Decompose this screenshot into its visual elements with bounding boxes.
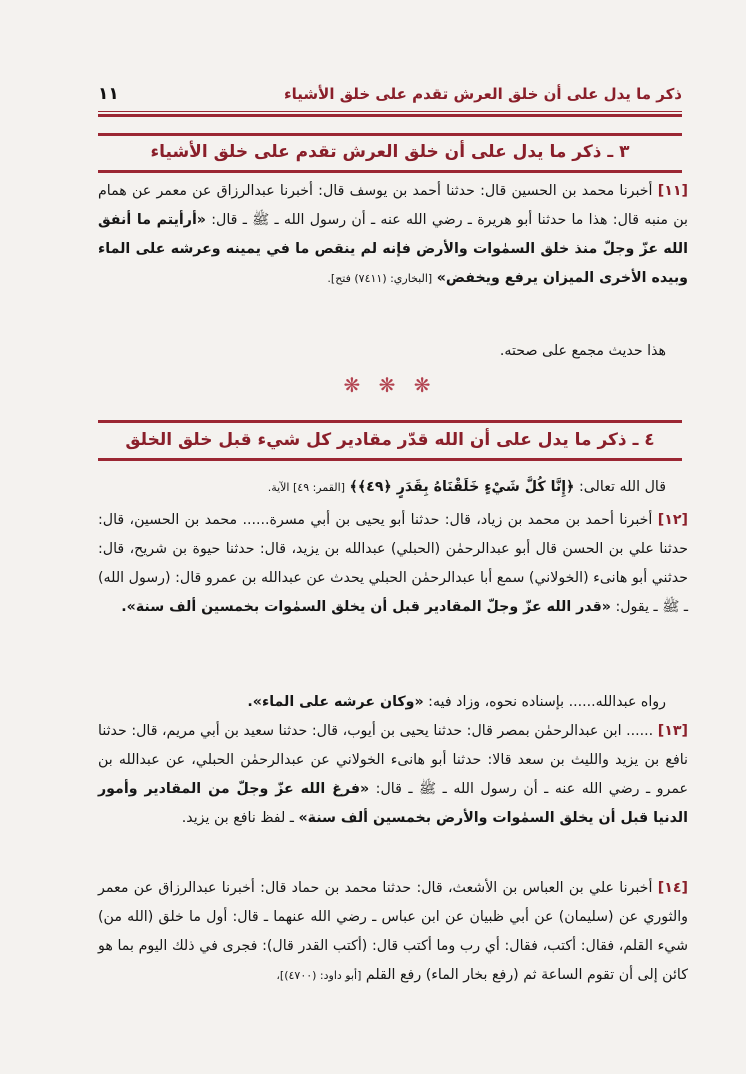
page-number: ١١ [98, 84, 119, 104]
verse-line [98, 473, 688, 502]
note-text: هذا حديث مجمع على صحته. [499, 343, 666, 359]
section-3-rule-top [98, 133, 682, 136]
hadith-text: أخبرنا محمد بن الحسين قال: حدثنا أحمد بن يوسف قال: أخبرنا عبدالرزاق عن معمر عن همام بن منبه قال: هذا ما حدثنا أبو هريرة ـ رضي الله عنه ـ أن رسول الله ـ ﷺ ـ قال: [98, 183, 689, 228]
section-3-title: ٣ ـ ذكر ما يدل على أن خلق العرش تقدم على خلق الأشياء [150, 142, 630, 162]
hadith-13 [98, 717, 688, 833]
section-3-rule-bottom [98, 170, 682, 173]
hadith-note [98, 337, 688, 366]
followup-matn: «وكان عرشه على الماء». [247, 694, 424, 710]
page-header [98, 82, 682, 106]
separator-stars: ❋ ❋ ❋ [343, 373, 437, 397]
verse-intro: قال الله تعالى: [578, 479, 666, 495]
running-head: ذكر ما يدل على أن خلق العرش تقدم على خلق الأشياء [284, 85, 682, 103]
section-4-rule-top [98, 420, 682, 423]
header-rule-thick [98, 114, 682, 117]
hadith-matn: «قدر الله عزّ وجلّ المقادير قبل أن يخلق السمٰوات بخمسين ألف سنة». [121, 599, 611, 615]
hadith-reference: [أبو داود: (٤٧٠٠)]، [276, 969, 362, 982]
hadith-number: [١٤] [657, 880, 688, 896]
verse-reference: [القمر: ٤٩] الآية. [267, 481, 346, 494]
section-4-rule-bottom [98, 458, 682, 461]
header-rule-thin [98, 111, 682, 112]
hadith-12-followup [98, 688, 688, 717]
verse-text: ﴿إِنَّا كُلَّ شَيْءٍ خَلَقْنَاهُ بِقَدَرٍ ﴿٤٩﴾﴾ [349, 479, 575, 495]
hadith-text: أخبرنا أحمد بن محمد بن زياد، قال: حدثنا أبو يحيى بن أبي مسرة...... محمد بن الحسين، قال: حدثنا علي بن الحسن قال أبو عبدالرحمٰن (الحبلي) عبدالله بن يزيد، قال: حدثنا حيوة بن شريح، قال: حدثني أبو هانىء (الخولاني) سمع أبا عبدالرحمٰن الحبلي يحدث عن عبدالله بن عمرو قال: (رسول الله) ـ ﷺ ـ يقول: [98, 512, 688, 615]
hadith-text: أخبرنا علي بن العباس بن الأشعث، قال: حدثنا محمد بن حماد قال: أخبرنا عبدالرزاق عن معمر والثوري عن (سليمان) عن أبي ظبيان عن ابن عباس ـ رضي الله عنهما ـ قال: أول ما خلق (الله من) شيء القلم، فقال: أكتب، فقال: أي رب وما أكتب قال: (أكتب القدر قال): فجرى في ذلك اليوم بما هو كائن إلى أن تقوم الساعة ثم (رفع بخار الماء) رفع القلم [98, 880, 688, 983]
hadith-12 [98, 506, 688, 622]
hadith-tail: ـ لفظ نافع بن يزيد. [181, 810, 294, 826]
hadith-number: [١١] [657, 183, 688, 199]
hadith-reference: [البخاري: (٧٤١١) فتح]. [327, 272, 433, 285]
hadith-number: [١٣] [657, 723, 688, 739]
hadith-11 [98, 177, 688, 293]
hadith-matn: «فرغ الله عزّ وجلّ من المقادير وأمور الدنيا قبل أن يخلق السمٰوات والأرض بخمسين ألف سنة» [98, 781, 688, 826]
section-4-title: ٤ ـ ذكر ما يدل على أن الله قدّر مقادير كل شيء قبل خلق الخلق [125, 430, 655, 450]
hadith-text: ...... ابن عبدالرحمٰن بمصر قال: حدثنا يحيى بن أيوب، قال: حدثنا سعيد بن أبي مريم، قال: حدثنا نافع بن يزيد والليث بن سعد قالا: حدثنا أبو هانىء الخولاني عن عبدالرحمٰن الحبلي، عن عبدالله بن عمرو ـ رضي الله عنه ـ أن رسول الله ـ ﷺ ـ قال: [98, 723, 689, 797]
hadith-number: [١٢] [657, 512, 688, 528]
hadith-matn: «أرأيتم ما أنفق الله عزّ وجلّ منذ خلق السمٰوات والأرض فإنه لم ينقص ما في يمينه وعرشه على الماء وبيده الأخرى الميزان يرفع ويخفض» [98, 212, 688, 286]
hadith-14 [98, 874, 688, 990]
followup-text: رواه عبدالله...... بإسناده نحوه، وزاد فيه: [428, 694, 666, 710]
